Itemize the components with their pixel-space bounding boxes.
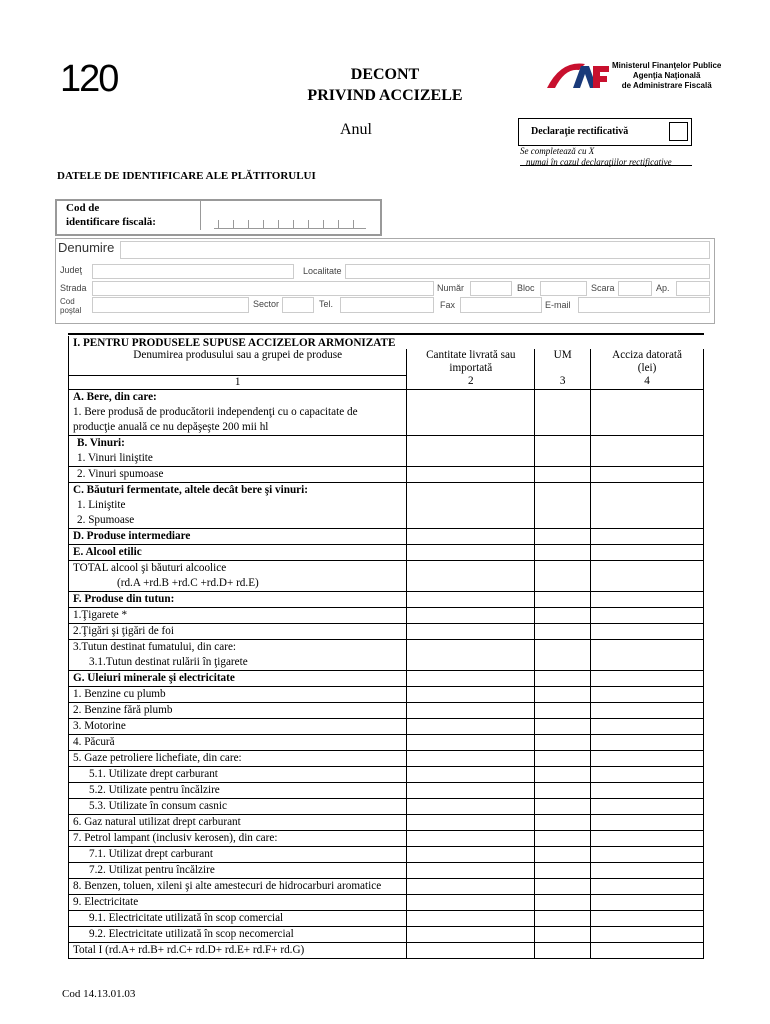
quantity-cell[interactable]	[407, 814, 535, 830]
judet-label: Judeţ	[60, 265, 83, 275]
product-name-cell: Total I (rd.A+ rd.B+ rd.C+ rd.D+ rd.E+ rd.F+ rd.G)	[69, 942, 407, 958]
quantity-cell[interactable]	[407, 435, 535, 451]
excise-cell[interactable]	[591, 482, 704, 498]
excise-cell[interactable]	[591, 466, 704, 482]
um-cell[interactable]	[535, 718, 591, 734]
column-number-row	[69, 375, 704, 389]
excise-cell[interactable]	[591, 435, 704, 451]
product-name-cell: 7.1. Utilizat drept carburant	[69, 846, 407, 862]
document-title-line1: DECONT	[350, 66, 420, 83]
table-row	[69, 498, 704, 513]
um-cell[interactable]	[535, 639, 591, 655]
table-row	[69, 451, 704, 467]
table-row	[69, 591, 704, 607]
um-cell[interactable]	[535, 560, 591, 576]
table-row	[69, 544, 704, 560]
cod-postal-input[interactable]	[92, 297, 249, 313]
col-number-3: 3	[535, 375, 591, 389]
quantity-cell[interactable]	[407, 560, 535, 576]
table-row	[69, 718, 704, 734]
strada-label: Strada	[60, 283, 87, 293]
tel-label: Tel.	[319, 299, 334, 309]
quantity-cell[interactable]	[407, 639, 535, 655]
col-header-excise-line2: (lei)	[637, 362, 657, 374]
um-cell[interactable]	[535, 466, 591, 482]
quantity-cell[interactable]	[407, 544, 535, 560]
declaration-label: Declaraţie rectificativă	[531, 126, 629, 137]
product-name-cell: 4. Păcură	[69, 734, 407, 750]
product-name-cell: 8. Benzen, toluen, xileni şi alte amestecuri de hidrocarburi aromatice	[69, 878, 407, 894]
table-row	[69, 862, 704, 878]
um-cell[interactable]	[535, 942, 591, 958]
table-row	[69, 702, 704, 718]
table-row	[69, 466, 704, 482]
excise-table	[68, 336, 704, 959]
quantity-cell[interactable]	[407, 451, 535, 467]
col-number-4: 4	[591, 375, 704, 389]
document-title-line2: PRIVIND ACCIZELE	[307, 87, 463, 104]
excise-cell[interactable]	[591, 591, 704, 607]
product-name-cell: (rd.A +rd.B +rd.C +rd.D+ rd.E)	[69, 576, 407, 592]
quantity-cell[interactable]	[407, 894, 535, 910]
product-name-cell: 2. Vinuri spumoase	[69, 466, 407, 482]
fax-label: Fax	[440, 300, 456, 310]
product-name-cell: 1. Bere produsă de producătorii independenţi cu o capacitate de producţie anuală ce nu depăşeşte 200 mii hl	[69, 405, 407, 436]
scara-input[interactable]	[618, 281, 652, 296]
quantity-cell[interactable]	[407, 466, 535, 482]
um-cell[interactable]	[535, 750, 591, 766]
product-name-cell: 3. Motorine	[69, 718, 407, 734]
um-cell[interactable]	[535, 528, 591, 544]
um-cell[interactable]	[535, 607, 591, 623]
table-row	[69, 846, 704, 862]
excise-cell[interactable]	[591, 560, 704, 576]
product-name-cell: 2. Benzine fără plumb	[69, 702, 407, 718]
quantity-cell[interactable]	[407, 702, 535, 718]
product-name-cell: 9.2. Electricitate utilizată în scop necomercial	[69, 926, 407, 942]
quantity-cell[interactable]	[407, 798, 535, 814]
product-name-cell: G. Uleiuri minerale şi electricitate	[69, 670, 407, 686]
bloc-label: Bloc	[517, 283, 535, 293]
cif-separator	[200, 201, 201, 230]
quantity-cell[interactable]	[407, 389, 535, 405]
col-number-1: 1	[69, 375, 407, 389]
product-name-cell: 1. Liniştite	[69, 498, 407, 513]
product-name-cell: 1.Ţigarete *	[69, 607, 407, 623]
localitate-label: Localitate	[303, 266, 342, 276]
identification-section-title: DATELE DE IDENTIFICARE ALE PLĂTITORULUI	[57, 170, 316, 182]
col-header-excise-line1: Acciza datorată	[612, 349, 682, 361]
cod-postal-label-line1: Cod	[60, 297, 75, 306]
table-row	[69, 750, 704, 766]
col-number-2: 2	[407, 375, 535, 389]
cif-input[interactable]	[206, 202, 374, 229]
table-row	[69, 389, 704, 405]
product-name-cell: 3.Tutun destinat fumatului, din care:	[69, 639, 407, 655]
excise-cell[interactable]	[591, 623, 704, 639]
table-row	[69, 942, 704, 958]
bloc-input[interactable]	[540, 281, 587, 296]
quantity-cell[interactable]	[407, 878, 535, 894]
divider	[520, 165, 692, 166]
cod-postal-label-line2: poştal	[60, 306, 82, 315]
product-name-cell: D. Produse intermediare	[69, 528, 407, 544]
scara-label: Scara	[591, 283, 615, 293]
product-name-cell: E. Alcool etilic	[69, 544, 407, 560]
excise-cell[interactable]	[591, 405, 704, 436]
excise-cell[interactable]	[591, 910, 704, 926]
rectification-checkbox[interactable]	[669, 122, 688, 141]
table-row	[69, 734, 704, 750]
cif-label-line2: identificare fiscală:	[66, 216, 156, 228]
quantity-cell[interactable]	[407, 766, 535, 782]
quantity-cell[interactable]	[407, 482, 535, 498]
um-cell[interactable]	[535, 591, 591, 607]
um-cell[interactable]	[535, 926, 591, 942]
table-row	[69, 894, 704, 910]
excise-cell[interactable]	[591, 528, 704, 544]
table-section-title: I. PENTRU PRODUSELE SUPUSE ACCIZELOR ARMONIZATE	[69, 336, 704, 349]
quantity-cell[interactable]	[407, 862, 535, 878]
product-name-cell: 5.2. Utilizate pentru încălzire	[69, 782, 407, 798]
col-header-quantity	[407, 349, 535, 375]
quantity-cell[interactable]	[407, 405, 535, 436]
um-cell[interactable]	[535, 910, 591, 926]
um-cell[interactable]	[535, 846, 591, 862]
quantity-cell[interactable]	[407, 830, 535, 846]
excise-cell[interactable]	[591, 734, 704, 750]
quantity-cell[interactable]	[407, 750, 535, 766]
quantity-cell[interactable]	[407, 623, 535, 639]
excise-cell[interactable]	[591, 544, 704, 560]
um-cell[interactable]	[535, 814, 591, 830]
excise-cell[interactable]	[591, 607, 704, 623]
product-name-cell: 9. Electricitate	[69, 894, 407, 910]
ap-input[interactable]	[676, 281, 710, 296]
logo-text-line3: de Administrare Fiscală	[621, 81, 712, 90]
quantity-cell[interactable]	[407, 718, 535, 734]
um-cell[interactable]	[535, 670, 591, 686]
um-cell[interactable]	[535, 482, 591, 498]
email-input[interactable]	[578, 297, 710, 313]
um-cell[interactable]	[535, 894, 591, 910]
fax-input[interactable]	[460, 297, 542, 313]
table-row	[69, 435, 704, 451]
excise-cell[interactable]	[591, 513, 704, 529]
table-row	[69, 623, 704, 639]
product-name-cell: 1. Vinuri liniştite	[69, 451, 407, 467]
col-header-quantity-line2: importată	[449, 362, 493, 374]
um-cell[interactable]	[535, 830, 591, 846]
quantity-cell[interactable]	[407, 655, 535, 671]
product-name-cell: 7. Petrol lampant (inclusiv kerosen), din care:	[69, 830, 407, 846]
um-cell[interactable]	[535, 734, 591, 750]
excise-cell[interactable]	[591, 814, 704, 830]
table-row	[69, 798, 704, 814]
table-row	[69, 766, 704, 782]
excise-cell[interactable]	[591, 702, 704, 718]
um-cell[interactable]	[535, 766, 591, 782]
um-cell[interactable]	[535, 782, 591, 798]
logo-text	[612, 61, 721, 91]
quantity-cell[interactable]	[407, 686, 535, 702]
excise-cell[interactable]	[591, 798, 704, 814]
table-row	[69, 686, 704, 702]
form-number: 120	[60, 58, 118, 100]
quantity-cell[interactable]	[407, 576, 535, 592]
excise-cell[interactable]	[591, 718, 704, 734]
excise-cell[interactable]	[591, 782, 704, 798]
excise-cell[interactable]	[591, 670, 704, 686]
col-header-product: Denumirea produsului sau a grupei de produse	[69, 349, 407, 375]
year-label: Anul	[340, 121, 372, 138]
excise-cell[interactable]	[591, 451, 704, 467]
product-name-cell: TOTAL alcool şi băuturi alcoolice	[69, 560, 407, 576]
product-name-cell: 9.1. Electricitate utilizată în scop comercial	[69, 910, 407, 926]
quantity-cell[interactable]	[407, 498, 535, 513]
denumire-label: Denumire	[58, 240, 115, 255]
um-cell[interactable]	[535, 862, 591, 878]
product-name-cell: C. Băuturi fermentate, altele decât bere şi vinuri:	[69, 482, 407, 498]
quantity-cell[interactable]	[407, 591, 535, 607]
table-header-row	[69, 349, 704, 375]
denumire-input[interactable]	[120, 241, 710, 259]
quantity-cell[interactable]	[407, 942, 535, 958]
excise-cell[interactable]	[591, 894, 704, 910]
logo-text-line2: Agenţia Naţională	[632, 71, 701, 80]
product-name-cell: B. Vinuri:	[69, 435, 407, 451]
um-cell[interactable]	[535, 686, 591, 702]
quantity-cell[interactable]	[407, 782, 535, 798]
quantity-cell[interactable]	[407, 607, 535, 623]
um-cell[interactable]	[535, 544, 591, 560]
table-section-row	[69, 336, 704, 349]
table-row	[69, 639, 704, 655]
table-row	[69, 655, 704, 671]
excise-cell[interactable]	[591, 576, 704, 592]
table-row	[69, 878, 704, 894]
product-name-cell: 5. Gaze petroliere lichefiate, din care:	[69, 750, 407, 766]
cod-postal-label	[60, 297, 81, 315]
col-header-quantity-line1: Cantitate livrată sau	[426, 349, 516, 361]
quantity-cell[interactable]	[407, 734, 535, 750]
product-name-cell: 6. Gaz natural utilizat drept carburant	[69, 814, 407, 830]
localitate-input[interactable]	[345, 264, 710, 279]
table-row	[69, 782, 704, 798]
um-cell[interactable]	[535, 702, 591, 718]
logo-text-line1: Ministerul Finanţelor Publice	[612, 61, 722, 70]
excise-cell[interactable]	[591, 766, 704, 782]
excise-cell[interactable]	[591, 750, 704, 766]
cif-label	[66, 201, 156, 229]
strada-input[interactable]	[92, 281, 434, 296]
excise-cell[interactable]	[591, 830, 704, 846]
declaration-note-line2: numai în cazul declaraţiilor rectificative	[526, 157, 672, 167]
product-name-cell: 5.1. Utilizate drept carburant	[69, 766, 407, 782]
um-cell[interactable]	[535, 576, 591, 592]
quantity-cell[interactable]	[407, 926, 535, 942]
table-row	[69, 926, 704, 942]
product-name-cell: 1. Benzine cu plumb	[69, 686, 407, 702]
declaration-note-line1: Se completează cu X	[520, 146, 595, 156]
sector-input[interactable]	[282, 297, 314, 313]
quantity-cell[interactable]	[407, 670, 535, 686]
product-name-cell: 2.Ţigări şi ţigări de foi	[69, 623, 407, 639]
quantity-cell[interactable]	[407, 513, 535, 529]
sector-label: Sector	[253, 299, 280, 309]
table-row	[69, 670, 704, 686]
product-name-cell: 2. Spumoase	[69, 513, 407, 529]
product-name-cell: F. Produse din tutun:	[69, 591, 407, 607]
quantity-cell[interactable]	[407, 846, 535, 862]
um-cell[interactable]	[535, 623, 591, 639]
excise-cell[interactable]	[591, 878, 704, 894]
cif-label-line1: Cod de	[66, 202, 100, 214]
excise-cell[interactable]	[591, 655, 704, 671]
quantity-cell[interactable]	[407, 528, 535, 544]
excise-cell[interactable]	[591, 942, 704, 958]
excise-cell[interactable]	[591, 846, 704, 862]
um-cell[interactable]	[535, 405, 591, 436]
excise-cell[interactable]	[591, 389, 704, 405]
table-top-border	[68, 333, 704, 335]
col-header-um: UM	[535, 349, 591, 375]
table-row	[69, 528, 704, 544]
table-row	[69, 405, 704, 436]
product-name-cell: 5.3. Utilizate în consum casnic	[69, 798, 407, 814]
product-name-cell: 7.2. Utilizat pentru încălzire	[69, 862, 407, 878]
excise-cell[interactable]	[591, 498, 704, 513]
table-row	[69, 910, 704, 926]
um-cell[interactable]	[535, 513, 591, 529]
table-row	[69, 830, 704, 846]
table-row	[69, 560, 704, 576]
form-code: Cod 14.13.01.03	[62, 988, 136, 1000]
judet-input[interactable]	[92, 264, 294, 279]
numar-input[interactable]	[470, 281, 512, 296]
table-row	[69, 814, 704, 830]
excise-cell[interactable]	[591, 862, 704, 878]
excise-cell[interactable]	[591, 639, 704, 655]
ap-label: Ap.	[656, 283, 670, 293]
product-name-cell: A. Bere, din care:	[69, 389, 407, 405]
um-cell[interactable]	[535, 798, 591, 814]
table-row	[69, 576, 704, 592]
product-name-cell: 3.1.Tutun destinat rulării în ţigarete	[69, 655, 407, 671]
col-header-excise	[591, 349, 704, 375]
um-cell[interactable]	[535, 451, 591, 467]
tel-input[interactable]	[340, 297, 434, 313]
quantity-cell[interactable]	[407, 910, 535, 926]
um-cell[interactable]	[535, 878, 591, 894]
table-row	[69, 482, 704, 498]
um-cell[interactable]	[535, 655, 591, 671]
excise-cell[interactable]	[591, 926, 704, 942]
numar-label: Număr	[437, 283, 465, 293]
table-row	[69, 513, 704, 529]
email-label: E-mail	[545, 300, 571, 310]
table-row	[69, 607, 704, 623]
um-cell[interactable]	[535, 435, 591, 451]
um-cell[interactable]	[535, 389, 591, 405]
um-cell[interactable]	[535, 498, 591, 513]
excise-cell[interactable]	[591, 686, 704, 702]
